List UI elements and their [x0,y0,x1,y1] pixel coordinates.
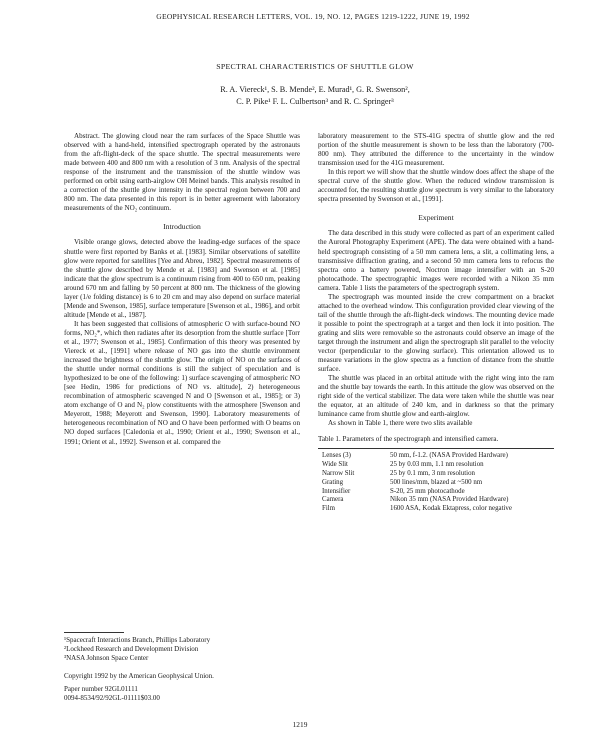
paper-number: Paper number 92GL01111 [64,685,138,693]
footnote-2: ²Lockheed Research and Development Division [64,645,199,653]
intro-continued-paragraph: laboratory measurement to the STS-41G spectra of shuttle glow and the red portion of the shuttle measurement is shown to be less than the laboratory (700-800 nm). They attributed the difference to the uncertainty in the window transmission used for the 41G measurement. [318,132,554,168]
footnote-1: ¹Spacecraft Interactions Branch, Phillips Laboratory [64,636,211,644]
author-line-1: R. A. Viereck¹, S. B. Mende², E. Murad¹, G. R. Swenson², [220,85,410,94]
table-caption: Table 1. Parameters of the spectrograph and intensified camera. [318,435,499,444]
paper-title: SPECTRAL CHARACTERISTICS OF SHUTTLE GLOW [216,62,414,71]
footnote-rule [64,632,124,633]
table-cell-parameter: Film [322,505,336,513]
table-cell-value: S-20, 25 mm photocathode [390,487,465,495]
intro-paragraph-1: Visible orange glows, detected above the leading-edge surfaces of the space shuttle were first reported by Banks et al. [1983]. Similar observations of satellite glow were reported for satellites [Yee and Abreu, 1982]. Spectral measurements of the shuttle glow described by Mende et al. [1983] and Swenson et al. [1985] indicate that the glow spectrum is a continuum rising from 400 to 650 nm, peaking around 670 nm and falling by 50 percent at 800 nm. The thickness of the glowing layer (1/e folding distance) is 6 to 20 cm and may also depend on surface material [Mende and Swenson, 1985], surface temperature [Swenson et al., 1986], and orbit altitude [Mende et al., 1987]. [64,238,300,319]
table-cell-value: 50 mm, f-1.2. (NASA Provided Hardware) [390,452,508,460]
experiment-paragraph-3: The shuttle was placed in an orbital attitude with the right wing into the ram and the shuttle bay towards the earth. In this attitude the glow was observed on the right side of the vertical stabilizer. The data were taken while the shuttle was near the equator, at an altitude of 240 km, and in darkness so that the primary luminance came from shuttle glow and earth-airglow. [318,374,554,419]
table-row [318,479,554,488]
author-list [140,84,490,108]
issn-code: 0094-8534/92/92GL-01111$03.00 [64,694,160,702]
table-cell-value: Nikon 35 mm (NASA Provided Hardware) [390,496,509,504]
table-row [318,461,554,470]
copyright-line: Copyright 1992 by the American Geophysical Union. [64,672,214,680]
table-cell-value: 1600 ASA, Kodak Ektapress, color negative [390,505,512,513]
footnote-3: ³NASA Johnson Space Center [64,654,149,662]
table-top-rule [318,448,554,449]
table-cell-parameter: Lenses (3) [322,452,351,460]
left-column [64,132,300,447]
table-row [318,505,554,514]
experiment-paragraph-2: The spectrograph was mounted inside the crew compartment on a bracket attached to the overhead window. This configuration provided clear viewing of the tail of the shuttle through the aft-flight-deck windows. The mounting device made it possible to point the spectrograph at a target and then lock it into position. The grating and slits were removable so the astronauts could observe an image of the target through the instrument and align the spectrograph slit parallel to the velocity vector (perpendicular to the glowing surface). This orientation allowed us to measure variations in the glow spectra as a function of distance from the shuttle surface. [318,292,554,374]
table-cell-value: 500 lines/mm, blazed at ~500 nm [390,478,483,486]
affiliation-footnotes [64,632,300,663]
parameters-table [318,452,554,514]
table-cell-parameter: Grating [322,478,344,486]
table-row [318,470,554,479]
table-row [318,488,554,497]
table-row [318,452,554,461]
intro-paragraph-2: It has been suggested that collisions of atmospheric O with surface-bound NO forms, NO₂*, which then radiates after its desorption from the shuttle surface [Torr et al., 1977; Swenson et al., 1985]. Confirmation of this theory was presented by Viereck et al., [1991] where release of NO gas into the shuttle environment increased the brightness of the shuttle glow. The origin of NO on the surfaces of the shuttle under normal conditions is still the subject of speculation and is hypothesized to be one of the following: 1) surface scavenging of atmospheric NO [see Hedin, 1986 for predictions of NO vs. altitude], 2) heterogeneous recombination of atmospheric scavenged N and O [Swenson et al., 1985]; or 3) atom exchange of O and N₂ plow constituents with the atmosphere [Swenson and Meyerott, 1988; Meyerott and Swenson, 1990]. Laboratory measurements of heterogeneous recombination of NO and O have been performed with O beams on NO doped surfaces [Caledonia et al., 1990; Orient et al., 1990; Swenson et al., 1991; Orient et al., 1992]. Swenson et al. compared the [64,319,300,446]
experiment-paragraph-4: As shown in Table 1, there were two slits available [328,419,473,428]
table-cell-parameter: Intensifier [322,487,351,495]
introduction-heading: Introduction [163,222,201,232]
author-line-2: C. P. Pike¹ F. L. Culbertson³ and R. C. Springer³ [236,97,394,106]
copyright-block [64,672,300,703]
experiment-paragraph-1: The data described in this study were collected as part of an experiment called the Auroral Photography Experiment (APE). The data were obtained with a hand-held spectrograph consisting of a 50 mm camera lens, a slit, a collimating lens, a transmissive diffraction grating, and a second 50 mm camera lens to refocus the spectra onto a battery powered, Noctron image intensifier with an S-20 photocathode. The spectrographic images were recorded with a Nikon 35 mm camera. Table 1 lists the parameters of the spectrograph system. [318,229,554,292]
abstract: Abstract. The glowing cloud near the ram surfaces of the Space Shuttle was observed with a hand-held, intensified spectrograph operated by the astronauts from the aft-flight-deck of the space shuttle. The spectral measurements were made between 400 and 800 nm with a resolution of 3 nm. Analysis of the spectral response of the instrument and the transmission of the shuttle window was performed on orbit using earth-airglow OH Meinel bands. This analysis resulted in a correction of the shuttle glow intensity in the spectral region between 700 and 800 nm. The data presented in this report is in better agreement with laboratory measurements of the NO₂ continuum. [64,132,300,213]
table-cell-parameter: Camera [322,496,344,504]
table-cell-parameter: Narrow Slit [322,470,355,478]
right-column [318,132,554,514]
experiment-heading: Experiment [418,213,454,223]
table-row [318,496,554,505]
running-head: GEOPHYSICAL RESEARCH LETTERS, VOL. 19, NO. 12, PAGES 1219-1222, JUNE 19, 1992 [156,12,470,21]
table-cell-value: 25 by 0.1 mm, 3 nm resolution [390,470,475,478]
table-cell-value: 25 by 0.03 mm, 1.1 nm resolution [390,461,484,469]
page-number: 1219 [292,720,308,729]
table-cell-parameter: Wide Slit [322,461,348,469]
intro-paragraph-3: In this report we will show that the shuttle window does affect the shape of the spectral curve of the shuttle glow. When the reduced window transmission is accounted for, the resulting shuttle glow spectrum is very similar to the laboratory spectra presented by Swenson et al., [1991]. [318,168,554,204]
